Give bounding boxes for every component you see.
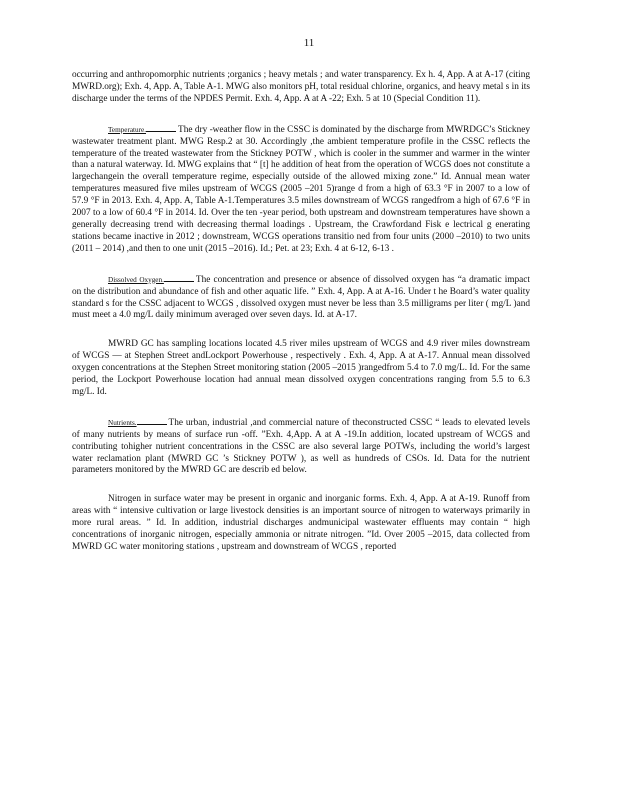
heading-underline-rule — [137, 416, 167, 425]
heading-underline-rule — [146, 123, 176, 132]
section-heading-dissolved-oxygen: Dissolved Oxygen. — [108, 275, 164, 284]
paragraph-text: The urban, industrial ,and commercial nature of theconstructed CSSC “ leads to elevated levels of many nutrients by means of surface run -off. ”Exh. 4,App. A at A -19.In addition, located upstream of WCGS and contributing tohigher nutrient concentrations in the CSSC are also several large POTWs, including the world’s largest water reclamation plant (MWRD GC ’s Stickney POTW ), as well as hundreds of CSOs. Id. Data for the nutrient parameters monitored by the MWRD GC are describ ed below. — [72, 417, 530, 476]
paragraph-text: occurring and anthropomorphic nutrients ;organics ; heavy metals ; and water transparency. Ex h. 4, App. A at A-17 (citing MWRD.org); Exh. 4, App. A, Table A-1. MWG also monitors pH, total residual chlorine, organics, and heavy metal s in its discharge under the terms of the NPDES Permit. Exh. 4, App. A at A -22; Exh. 5 at 10 (Special Condition 11). — [72, 70, 530, 104]
paragraph-sampling-locations — [72, 339, 530, 399]
paragraph-text: Nitrogen in surface water may be present in organic and inorganic forms. Exh. 4, App. A at A-19. Runoff from areas with “ intensive cultivation or large livestock densities is an important source of nitrogen to waterways primarily in more rural areas. ” Id. In addition, industrial discharges andmunicipal wastewater effluents may contain “ high concentrations of inorganic nitrogen, especially ammonia or nitrate nitrogen. ”Id. Over 2005 –2015, data collected from MWRD GC water monitoring stations , upstream and downstream of WCGS , reported — [72, 494, 530, 552]
page-number: 11 — [303, 37, 315, 49]
paragraph-temperature — [72, 123, 530, 256]
paragraph-text: The concentration and presence or absence of dissolved oxygen has “a dramatic impact on the distribution and abundance of fish and other aquatic life. ” Exh. 4, App. A at A-16. Under t he Board’s water quality standard s for the CSSC adjacent to WCGS , dissolved oxygen must never be less than 3.5 milligrams per liter ( mg/L )and must meet a 4.0 mg/L daily minimum averaged over seven days. Id. at A-17. — [72, 274, 530, 321]
section-heading-nutrients: Nutrients. — [108, 418, 137, 427]
paragraph-nitrogen — [72, 494, 530, 554]
paragraph-nutrients — [72, 416, 530, 478]
section-heading-temperature: Temperature. — [108, 125, 147, 134]
paragraph-dissolved-oxygen — [72, 273, 530, 323]
paragraph-text: The dry -weather flow in the CSSC is dominated by the discharge from MWRDGC’s Stickney wastewater treatment plant. MWG Resp.2 at 30. Accordingly ,the ambient temperature profile in the CSSC reflects the temperature of the treated wastewater from the Stickney POTW , which is cooler in the summer and warmer in the winter than a natural waterway. Id. MWG explains that “ [t] he addition of heat from the operation of WCGS does not constitute a largechangein the overall temperature regime, especially outside of the allowed mixing zone.” Id. Annual mean water temperatures measured five miles upstream of WCGS (2005 –201 5)range d from a high of 63.3 °F in 2007 to a low of 57.9 °F in 2013. Exh. 4, App. A, Table A-1.Temperatures 3.5 miles downstream of WCGS rangedfrom a high of 67.6 °F in 2007 to a low of 60.4 °F in 2014. Id. Over the ten -year period, both upstream and downstream temperatures have shown a generally decreasing trend with decreasing thermal loadings . Upstream, the Crawfordand Fisk e lectrical g enerating stations became inactive in 2012 ; downstream, WCGS operations transitio ned from four units (2000 –2010) to two units (2011 – 2014) ,and then to one unit (2015 –2016). Id.; Pet. at 23; Exh. 4 at 6-12, 6-13 . — [72, 124, 530, 254]
paragraph-continuation — [72, 70, 530, 106]
body-text — [72, 70, 530, 571]
paragraph-text: MWRD GC has sampling locations located 4.5 river miles upstream of WCGS and 4.9 river miles downstream of WCGS — at Stephen Street andLockport Powerhouse , respectively . Exh. 4, App. A at A-17. Annual mean dissolved oxygen concentrations at the Stephen Street monitoring station (2005 –2015 )rangedfrom 5.4 to 7.0 mg/L. Id. For the same period, the Lockport Powerhouse location had annual mean dissolved oxygen concentrations ranging from 5.5 to 6.3 mg/L. Id. — [72, 339, 530, 397]
heading-underline-rule — [164, 273, 194, 282]
